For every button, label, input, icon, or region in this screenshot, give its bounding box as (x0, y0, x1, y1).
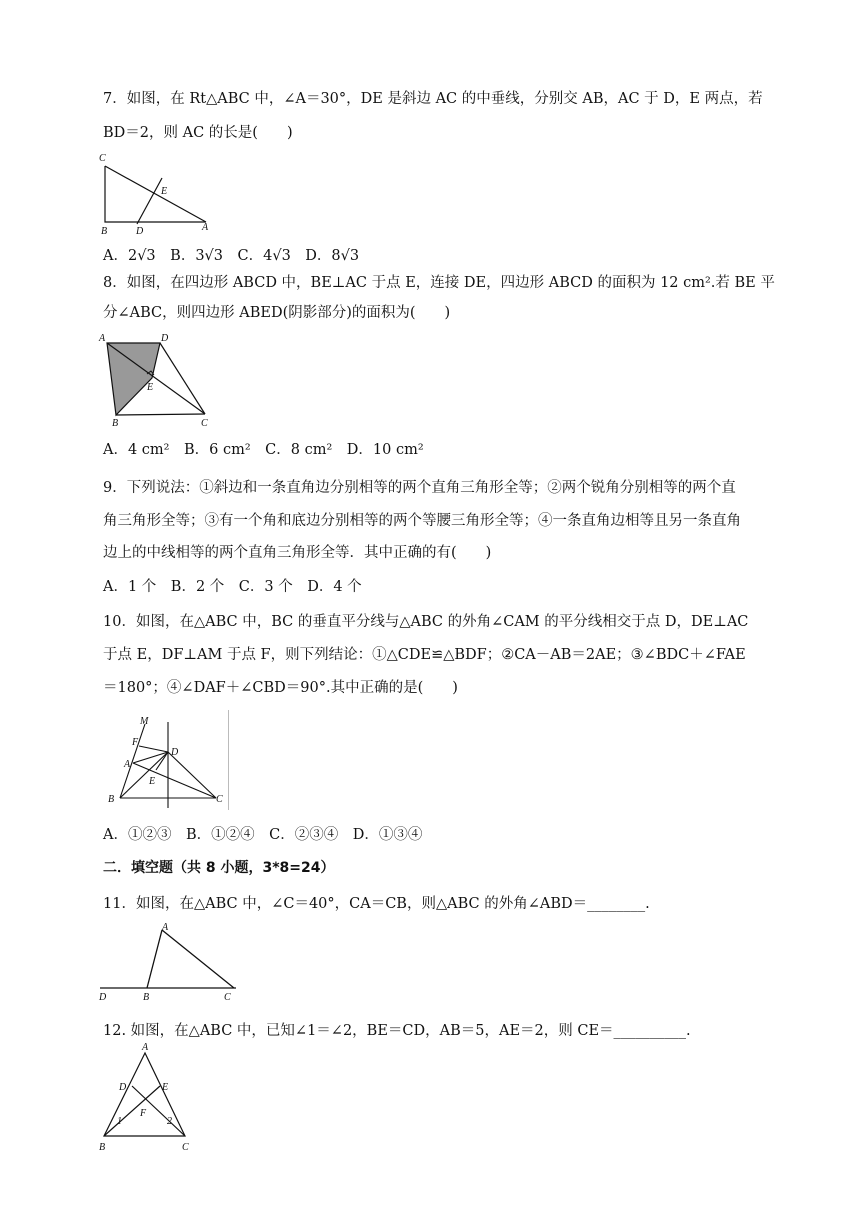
q7-options: A．2√3 B．3√3 C．4√3 D．8√3 (103, 248, 360, 264)
q8-figure (97, 330, 217, 430)
q7-label-a: A (202, 222, 209, 233)
q10-label-a: A (124, 759, 131, 770)
q7-line-1: 7．如图，在 Rt△ABC 中，∠A＝30°，DE 是斜边 AC 的中垂线，分别交 AB，AC 于 D，E 两点，若 (103, 91, 763, 107)
q11-label-d: D (99, 992, 107, 1003)
q7-label-b: B (101, 226, 108, 237)
q10-label-d: D (171, 747, 179, 758)
q10-label-f: F (132, 737, 139, 748)
q12-label-c: C (182, 1142, 189, 1153)
q12-label-2: 2 (167, 1116, 172, 1127)
q12-label-e: E (162, 1082, 169, 1093)
q10-label-m: M (140, 716, 149, 727)
q8-options: A．4 cm² B．6 cm² C．8 cm² D．10 cm² (103, 442, 424, 458)
q12-line-1: 12. 如图，在△ABC 中，已知∠1＝∠2，BE＝CD，AB＝5，AE＝2，则 CE＝__________. (103, 1023, 691, 1039)
q9-line-2: 角三角形全等；③有一个角和底边分别相等的两个等腰三角形全等；④一条直角边相等且另一条直角 (103, 513, 741, 529)
q8-label-e: E (147, 382, 154, 393)
q11-label-b: B (143, 992, 150, 1003)
q12-label-1: 1 (117, 1116, 122, 1127)
q12-label-b: B (99, 1142, 106, 1153)
q8-line-1: 8．如图，在四边形 ABCD 中，BE⊥AC 于点 E，连接 DE，四边形 ABCD 的面积为 12 cm².若 BE 平 (103, 275, 775, 291)
q9-options: A．1 个 B．2 个 C．3 个 D．4 个 (103, 579, 362, 595)
q7-line-2: BD＝2，则 AC 的长是( ) (103, 125, 293, 141)
q7-label-e: E (161, 186, 168, 197)
section-heading: 二．填空题（共 8 小题，3*8=24） (103, 860, 335, 876)
q9-line-3: 边上的中线相等的两个直角三角形全等．其中正确的有( ) (103, 545, 492, 561)
q10-line-3: ＝180°；④∠DAF＋∠CBD＝90°.其中正确的是( ) (103, 680, 458, 696)
q12-label-a: A (142, 1042, 149, 1053)
q10-line-1: 10．如图，在△ABC 中，BC 的垂直平分线与△ABC 的外角∠CAM 的平分线相交于点 D，DE⊥AC (103, 614, 749, 630)
q12-label-f: F (140, 1108, 147, 1119)
q10-label-c: C (216, 794, 223, 805)
q10-line-2: 于点 E，DF⊥AM 于点 F，则下列结论：①△CDE≌△BDF；②CA－AB＝2AE；③∠BDC＋∠FAE (103, 647, 746, 663)
q10-label-b: B (108, 794, 115, 805)
q9-line-1: 9．下列说法：①斜边和一条直角边分别相等的两个直角三角形全等；②两个锐角分别相等的两个直 (103, 480, 736, 496)
q8-label-a: A (99, 333, 106, 344)
q11-line-1: 11．如图，在△ABC 中，∠C＝40°，CA＝CB，则△ABC 的外角∠ABD＝________. (103, 896, 650, 912)
q7-label-c: C (99, 153, 106, 164)
q11-figure (96, 918, 246, 1003)
q10-label-e: E (149, 776, 156, 787)
q12-figure (96, 1040, 206, 1155)
q7-label-d: D (136, 226, 144, 237)
q8-line-2: 分∠ABC，则四边形 ABED(阴影部分)的面积为( ) (103, 305, 451, 321)
q7-figure (96, 150, 216, 240)
q12-label-d: D (119, 1082, 127, 1093)
q8-label-c: C (201, 418, 208, 429)
q8-label-d: D (161, 333, 169, 344)
q8-label-b: B (112, 418, 119, 429)
q11-label-a: A (162, 922, 169, 933)
q11-label-c: C (224, 992, 231, 1003)
figure-divider (228, 710, 229, 810)
q10-options: A．①②③ B．①②④ C．②③④ D．①③④ (103, 827, 423, 843)
q10-figure (100, 712, 240, 812)
